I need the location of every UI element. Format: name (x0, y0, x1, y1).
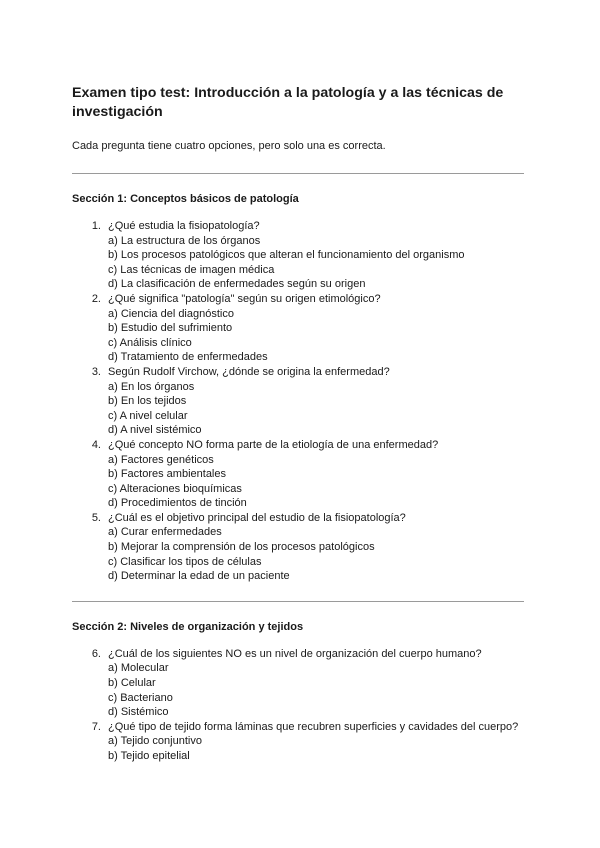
answer-option-b: b) En los tejidos (108, 395, 187, 408)
question-text: ¿Cuál es el objetivo principal del estudio de la fisiopatología? (108, 511, 406, 524)
answer-options (72, 307, 524, 365)
exam-instructions: Cada pregunta tiene cuatro opciones, pero solo una es correcta. (72, 140, 386, 152)
question-number: 7. (91, 720, 101, 733)
question-text: ¿Qué estudia la fisiopatología? (108, 220, 260, 232)
question-number: 2. (91, 292, 101, 305)
answer-option-b: b) Tejido epitelial (108, 750, 190, 762)
answer-option-c: c) Las técnicas de imagen médica (108, 263, 275, 276)
answer-option-d: d) Sistémico (108, 706, 169, 719)
answer-option-d: d) A nivel sistémico (108, 424, 202, 437)
answer-option-d: d) Determinar la edad de un paciente (108, 570, 290, 583)
question-text: ¿Qué tipo de tejido forma láminas que recubren superficies y cavidades del cuerpo? (108, 720, 519, 733)
answer-option-c: c) Análisis clínico (108, 336, 192, 349)
answer-option-d: d) La clasificación de enfermedades según su origen (108, 278, 366, 291)
question-4 (72, 438, 524, 511)
question-text: ¿Qué significa "patología" según su origen etimológico? (108, 292, 381, 305)
answer-option-c: c) Alteraciones bioquímicas (108, 482, 242, 495)
exam-title: Examen tipo test: Introducción a la patología y a las técnicas de investigación (72, 85, 504, 120)
answer-option-b: b) Los procesos patológicos que alteran el funcionamiento del organismo (108, 249, 465, 262)
section-divider (72, 173, 524, 174)
answer-option-c: c) A nivel celular (108, 409, 188, 422)
answer-option-b: b) Estudio del sufrimiento (108, 322, 233, 335)
section-2-title: Sección 2: Niveles de organización y tejidos (72, 620, 304, 633)
answer-option-d: d) Procedimientos de tinción (108, 497, 247, 510)
question-3 (72, 365, 524, 438)
answer-options (72, 234, 524, 292)
answer-options (72, 380, 524, 438)
question-number: 1. (91, 220, 101, 232)
question-number: 6. (91, 647, 101, 660)
question-7 (72, 720, 524, 764)
answer-option-a: a) La estructura de los órganos (108, 234, 261, 247)
question-number: 3. (91, 365, 101, 378)
answer-option-a: a) Ciencia del diagnóstico (108, 307, 234, 320)
question-text: ¿Cuál de los siguientes NO es un nivel de organización del cuerpo humano? (108, 647, 482, 660)
answer-options (72, 453, 524, 511)
question-5 (72, 511, 524, 584)
answer-options (72, 734, 524, 763)
answer-option-a: a) Tejido conjuntivo (108, 735, 202, 748)
section-2-questions (72, 647, 524, 764)
answer-option-b: b) Factores ambientales (108, 468, 226, 481)
question-number: 4. (91, 438, 101, 451)
question-text: ¿Qué concepto NO forma parte de la etiología de una enfermedad? (108, 438, 439, 451)
answer-option-c: c) Bacteriano (108, 691, 173, 704)
question-6 (72, 647, 524, 720)
answer-options (72, 661, 524, 719)
answer-options (72, 525, 524, 583)
answer-option-b: b) Celular (108, 677, 156, 690)
question-1 (72, 219, 524, 292)
section-1-questions (72, 219, 524, 584)
answer-option-a: a) En los órganos (108, 380, 195, 393)
answer-option-d: d) Tratamiento de enfermedades (108, 351, 268, 364)
answer-option-b: b) Mejorar la comprensión de los procesos patológicos (108, 541, 375, 554)
answer-option-c: c) Clasificar los tipos de células (108, 555, 262, 568)
question-2 (72, 292, 524, 365)
section-1-title: Sección 1: Conceptos básicos de patología (72, 193, 299, 205)
answer-option-a: a) Molecular (108, 662, 169, 675)
answer-option-a: a) Factores genéticos (108, 453, 214, 466)
question-number: 5. (91, 511, 101, 524)
answer-option-a: a) Curar enfermedades (108, 526, 222, 539)
question-text: Según Rudolf Virchow, ¿dónde se origina la enfermedad? (108, 365, 390, 378)
section-divider (72, 601, 524, 602)
